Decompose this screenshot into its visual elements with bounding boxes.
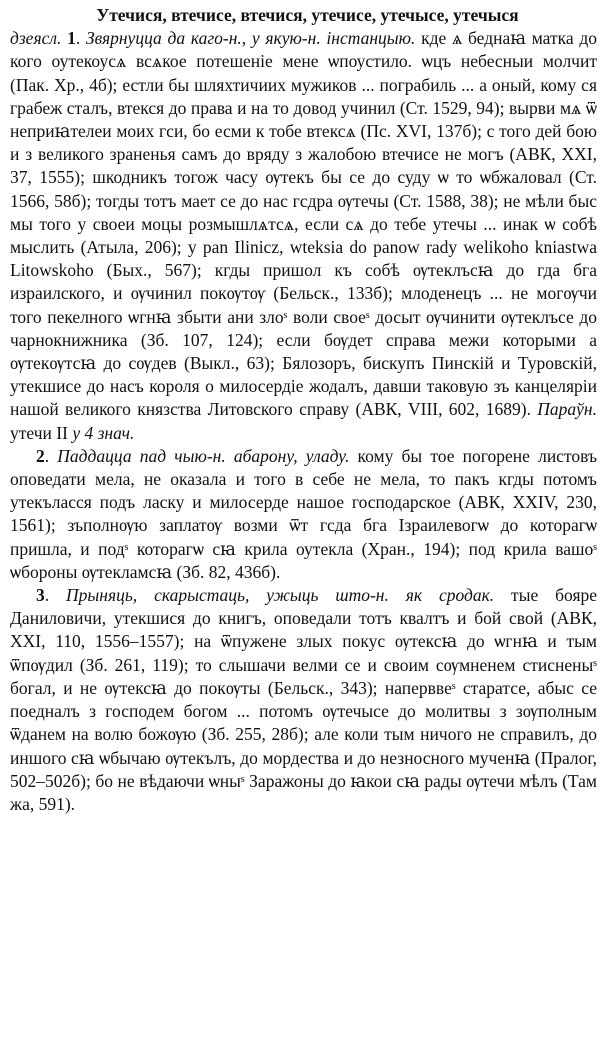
sense-citations-3: тые бояре Даниловичи, утекшися до книгъ, оповедали тотъ квалтъ и бой свой (АВК, XXI, 110, 1556–1557); на ѿпужене злых покус ѹтексꙗ до ѡгнꙗ и тым ѿпѹдил (Зб. 261, 119); то слышачи велми се и своим сѹмненем стисненыˢ богал, и не ѹтексꙗ до покѹты (Бельск., 343); наперввеˢ старатсе, абыс се поедналъ з господем богом ... потомъ ѹтечысе до молитвы з зѹполным ѿданем на волю божѹю (Зб. 255, 28б); але коли тым ничого не справилъ, до иншого сꙗ ѡбычаю ѹтекълъ, до мордества и до незносного мученꙗ (Пралог, 502–502б); бо не вѣдаючи ѡныˢ Заражоны до ꙗкои сꙗ рады ѹтечи мѣлъ (Там жа, 591). [10,585,598,814]
sense-gloss-2: Паддацца пад чыю-н. абарону, уладу. [57,445,350,466]
compare-sense: у 4 знач. [72,422,135,443]
sense-3: 3. Прыняць, скарыстаць, ужыць што-н. як сродак. тые бояре Даниловичи, утекшися до книгъ, оповедали тотъ квалтъ и бой свой (АВК, XXI, 110, 1556–1557); на ѿпужене злых покус ѹтексꙗ до ѡгнꙗ и тым ѿпѹдил (Зб. 261, 119); то слышачи велми се и своим сѹмненем стисненыˢ богал, и не ѹтексꙗ до покѹты (Бельск., 343); наперввеˢ старатсе, абыс се поедналъ з господем богом ... потомъ ѹтечысе до молитвы з зѹполным ѿданем на волю божѹю (Зб. 255, 28б); але коли тым ничого не справилъ, до иншого сꙗ ѡбычаю ѹтекълъ, до мордества и до незносного мученꙗ (Пралог, 502–502б); бо не вѣдаючи ѡныˢ Заражоны до ꙗкои сꙗ рады ѹтечи мѣлъ (Там жа, 591). [10,585,598,814]
sense-number-3: 3 [36,585,45,606]
part-of-speech: дзеясл. [10,28,62,49]
sense-citations-1: кде ѧ беднаꙗ матка до кого оутекоусѧ всѧкое потешеніе мене ѡпоустило. ѡцъ небесныи молчит (Пак. Хр., 4б); естли бы шляхтичиих мужиков ... погрaбиль ... а оный, кому ся грабеж сталъ, втекся до права и на то довод учинил (Ст. 1529, 94); вырви мѧ ѿ неприꙗтелеи моих гси, бо есми к тобе втексѧ (Пс. XVI, 137б); с того дей бою и з великого зраненья самъ до вряду з жалобою втечисе не могъ (АВК, XXI, 37, 1555); шкодникъ тогож часу ѹтекъ бы се до суду ѡ то ѡбжаловал (Ст. 1566, 58б); тогды тотъ мает се до нас гсдра ѹтечы (Ст. 1588, 38); не мѣли быс мы того у своеи моцы розмышлѧтсѧ, если сѧ до тебе утечы ... инак ѡ собѣ мыслить (Атыла, 206); у pan Ilinicz, wteksia do panow rady welikoho kniastwa Litowskoho (Бых., 567); кгды пришол къ собѣ ѹтеклъсꙗ до гда бга израилского, и ѹчинил покѹтѹ (Бельск., 133б); млоденецъ ... не могѹчи того пекелного ѡгнꙗ збыти ани злоˢ воли своеˢ досыт ѹчинити ѹтеклъсе до чарнокнижника (Зб. 107, 124); если бѹдет справа межи которыми а ѹтекѹтсꙗ до сѹдев (Выкл., 63); Бялозоръ, бискупъ Пинскій и Туровскій, утекшисе до насъ короля о милосердіе жодалъ, давши таковую зъ канцеляріи нашой великого князства Литовского справу (АВК, VIII, 602, 1689). [10,28,598,420]
sense-1: дзеясл. 1. Звярнуцца да каго-н., у якую-н. інстанцыю. кде ѧ беднаꙗ матка до кого оутекоусѧ всѧкое потешеніе мене ѡпоустило. ѡцъ небесныи молчит (Пак. Хр., 4б); естли бы шляхтичиих мужиков ... погрaбиль ... а оный, кому ся грабеж сталъ, втекся до права и на то довод учинил (Ст. 1529, 94); вырви мѧ ѿ неприꙗтелеи моих гси, бо есми к тобе втексѧ (Пс. XVI, 137б); с того дей бою и з великого зраненья самъ до вряду з жалобою втечисе не могъ (АВК, XXI, 37, 1555); шкодникъ тогож часу ѹтекъ бы се до суду ѡ то ѡбжаловал (Ст. 1566, 58б); тогды тотъ мает се до нас гсдра ѹтечы (Ст. 1588, 38); не мѣли быс мы того у своеи моцы розмышлѧтсѧ, если сѧ до тебе утечы ... инак ѡ собѣ мыслить (Атыла, 206); у pan Ilinicz, wteksia do panow rady welikoho kniastwa Litowskoho (Бых., 567); кгды пришол къ собѣ ѹтеклъсꙗ до гда бга израилского, и ѹчинил покѹтѹ (Бельск., 133б); млоденецъ ... не могѹчи того пекелного ѡгнꙗ збыти ани злоˢ воли своеˢ досыт ѹчинити ѹтеклъсе до чарнокнижника (Зб. 107, 124); если бѹдет справа межи которыми а ѹтекѹтсꙗ до сѹдев (Выкл., 63); Бялозоръ, бискупъ Пинскій и Туровскій, утекшисе до насъ короля о милосердіе жодалъ, давши таковую зъ канцеляріи нашой великого князства Литовского справу (АВК, VIII, 602, 1689). Параўн. утечи II у 4 знач. [10,28,598,443]
entry-headword: Утечися, втечисе, втечися, утечисе, утечысе, утечыся [96,5,519,25]
sense-gloss-1: Звярнуцца да каго-н., у якую-н. інстанцыю. [85,28,416,49]
sense-citations-2: кому бы тое погорене листовъ оповедати мела, не оказала и того в себе не мела, то пакъ кгды потомъ утекъласся подъ ласку и милосерде нашое господарское (АВК, XXIV, 230, 1561); зъполнѹю заплатѹ возми ѿт гсда бга Ізраилевогѡ до которагѡ пришла, и подˢ которагѡ сꙗ крила оутекла (Хран., 194); под крила вашоˢ ѡбороны ѹтекламсꙗ (Зб. 82, 436б). [10,445,597,582]
sense-number-1: 1 [67,28,76,49]
compare-label: Параўн. [537,399,597,420]
compare-target: утечи II [10,422,73,443]
sense-number-2: 2 [36,445,45,466]
sense-2: 2. Паддацца пад чыю-н. абарону, уладу. кому бы тое погорене листовъ оповедати мела, не оказала и того в себе не мела, то пакъ кгды потомъ утекъласся подъ ласку и милосерде нашое господарское (АВК, XXIV, 230, 1561); зъполнѹю заплатѹ возми ѿт гсда бга Ізраилевогѡ до которагѡ пришла, и подˢ которагѡ сꙗ крила оутекла (Хран., 194); под крила вашоˢ ѡбороны ѹтекламсꙗ (Зб. 82, 436б). [10,445,597,582]
sense-gloss-3: Прыняць, скарыстаць, ужыць што-н. як сродак. [66,585,495,606]
